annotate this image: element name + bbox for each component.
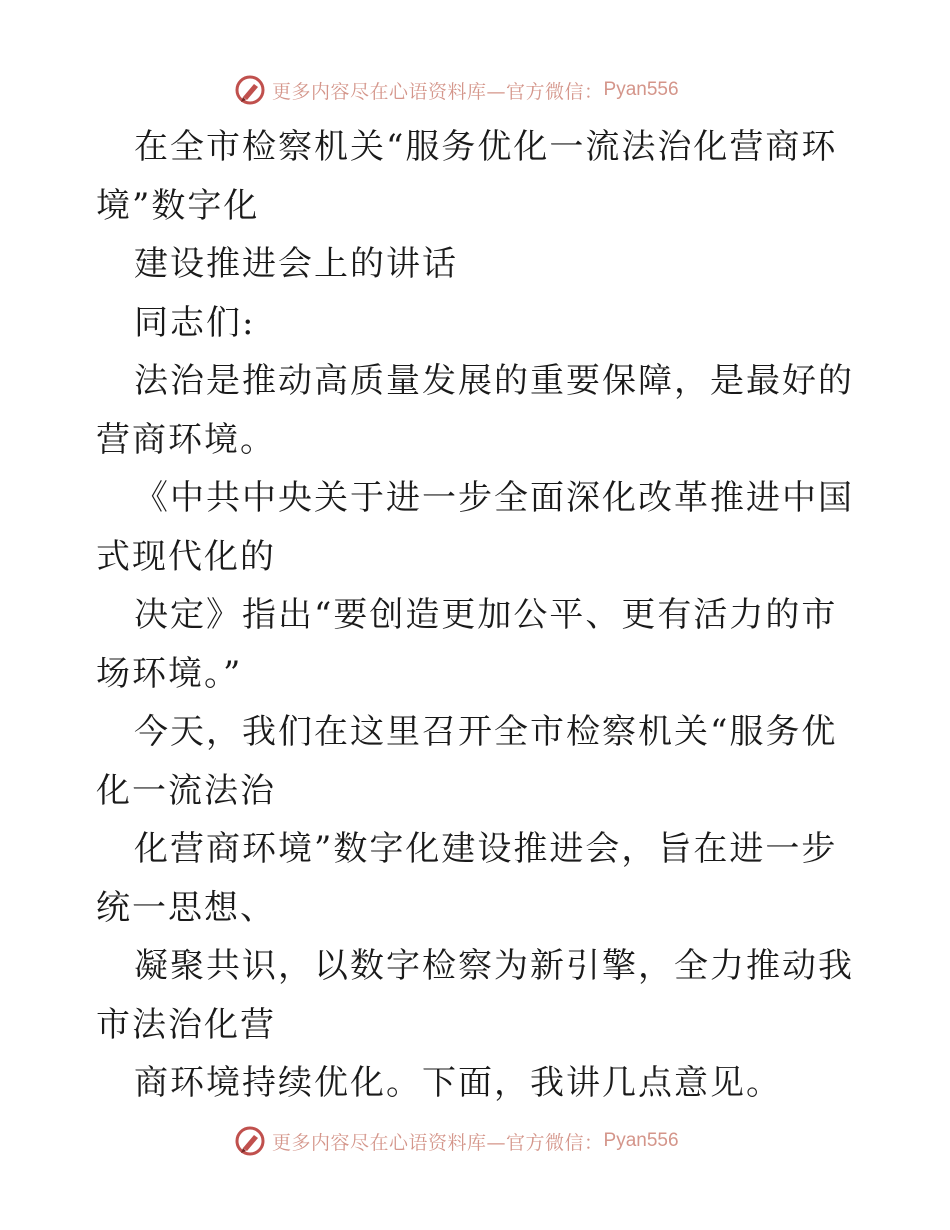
pen-circle-logo-icon	[234, 1125, 266, 1157]
footer-watermark	[234, 1124, 679, 1158]
paragraph-3: 决定》指出“要创造更加公平、更有活力的市场环境。”	[96, 595, 838, 694]
document-body	[96, 118, 856, 1113]
title-line-2: 建设推进会上的讲话	[134, 244, 458, 284]
watermark-wechat-id: Pyan556	[603, 1130, 679, 1151]
paragraph-5: 化营商环境”数字化建设推进会，旨在进一步统一思想、	[96, 829, 838, 928]
watermark-text: 更多内容尽在心语资料库—官方微信：	[272, 80, 604, 103]
watermark-wechat-id: Pyan556	[603, 79, 679, 100]
header-watermark	[234, 73, 679, 107]
paragraph-6: 凝聚共识，以数字检察为新引擎，全力推动我市法治化营	[96, 946, 854, 1045]
paragraph-2: 《中共中央关于进一步全面深化改革推进中国式现代化的	[96, 478, 854, 577]
salutation: 同志们:	[134, 302, 256, 343]
watermark-text: 更多内容尽在心语资料库—官方微信：	[272, 1131, 604, 1154]
pen-circle-logo-icon	[234, 74, 266, 106]
paragraph-7: 商环境持续优化。下面，我讲几点意见。	[134, 1063, 782, 1103]
paragraph-1: 法治是推动高质量发展的重要保障，是最好的营商环境。	[96, 361, 854, 460]
paragraph-4: 今天，我们在这里召开全市检察机关“服务优化一流法治	[96, 712, 838, 811]
title-line-1: 在全市检察机关“服务优化一流法治化营商环境”数字化	[96, 127, 838, 226]
